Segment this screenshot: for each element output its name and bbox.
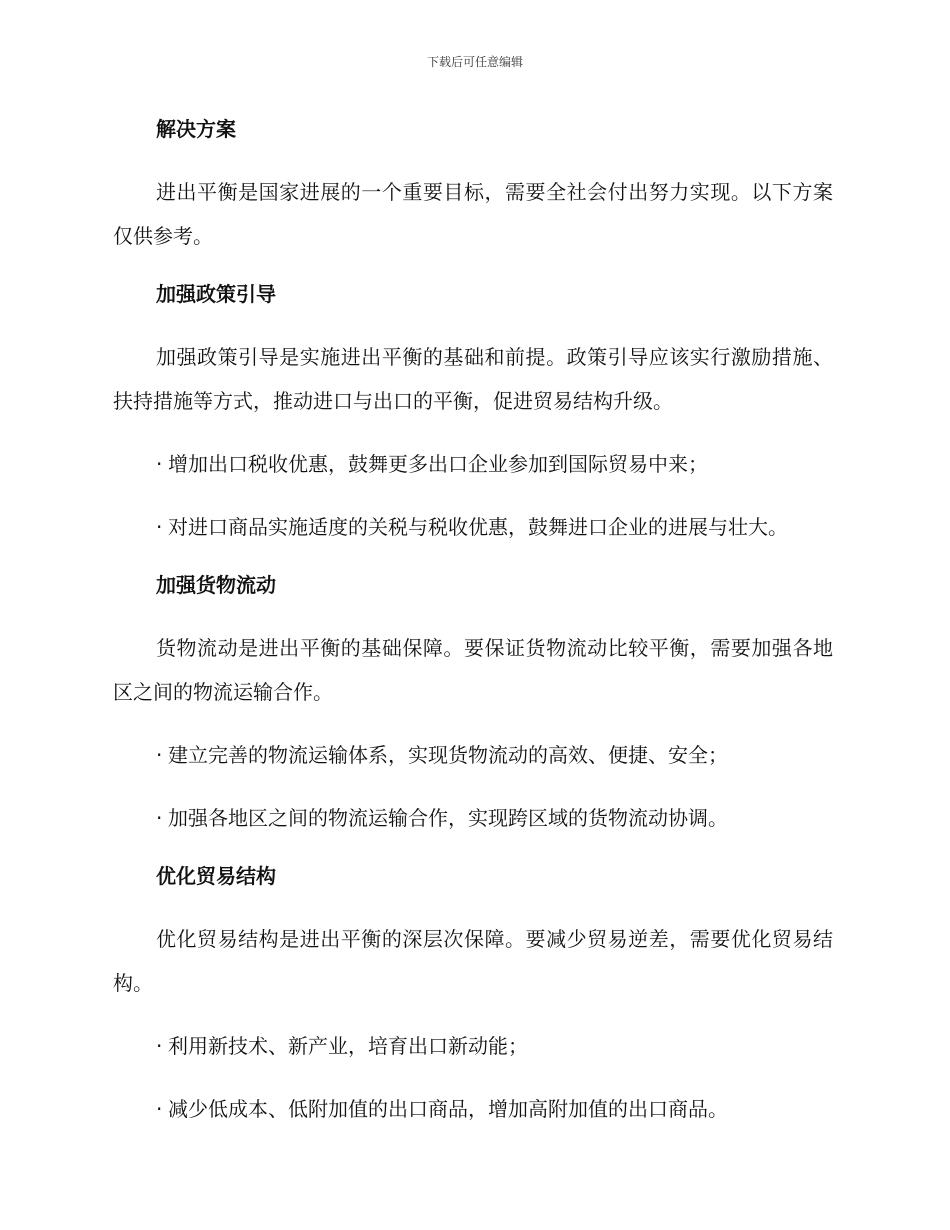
policy-bullet-item — [113, 505, 833, 549]
bullet-dot-icon: · — [156, 1097, 163, 1121]
section-heading-solution: 解决方案 — [156, 117, 236, 141]
document-body — [113, 112, 833, 1131]
trade-structure-bullet-item — [113, 1024, 833, 1068]
policy-paragraph: 加强政策引导是实施进出平衡的基础和前提。政策引导应该实行激励措施、扶持措施等方式，推动进口与出口的平衡，促进贸易结构升级。 — [113, 345, 833, 413]
bullet-dot-icon: · — [156, 806, 163, 830]
bullet-text: 建立完善的物流运输体系，实现货物流动的高效、便捷、安全； — [168, 743, 728, 767]
trade-structure-paragraph: 优化贸易结构是进出平衡的深层次保障。要减少贸易逆差，需要优化贸易结构。 — [113, 927, 833, 995]
section-heading-logistics: 加强货物流动 — [156, 573, 276, 597]
bullet-dot-icon: · — [156, 515, 163, 539]
logistics-paragraph: 货物流动是进出平衡的基础保障。要保证货物流动比较平衡，需要加强各地区之间的物流运输合作。 — [113, 636, 833, 704]
bullet-dot-icon: · — [156, 452, 163, 476]
bullet-text: 利用新技术、新产业，培育出口新动能； — [168, 1034, 528, 1058]
logistics-bullet-item — [113, 733, 833, 777]
bullet-text: 减少低成本、低附加值的出口商品，增加高附加值的出口商品。 — [168, 1097, 728, 1121]
section-heading-trade-structure: 优化贸易结构 — [156, 864, 276, 888]
logistics-bullet-item — [113, 796, 833, 840]
bullet-text: 对进口商品实施适度的关税与税收优惠，鼓舞进口企业的进展与壮大。 — [168, 515, 788, 539]
policy-bullet-item — [113, 442, 833, 486]
bullet-dot-icon: · — [156, 743, 163, 767]
trade-structure-bullet-item — [113, 1087, 833, 1131]
bullet-text: 加强各地区之间的物流运输合作，实现跨区域的货物流动协调。 — [168, 806, 728, 830]
bullet-dot-icon: · — [156, 1034, 163, 1058]
section-heading-policy: 加强政策引导 — [156, 282, 276, 306]
bullet-text: 增加出口税收优惠，鼓舞更多出口企业参加到国际贸易中来； — [168, 452, 708, 476]
page-header-note: 下载后可任意编辑 — [426, 55, 523, 69]
intro-paragraph: 进出平衡是国家进展的一个重要目标，需要全社会付出努力实现。以下方案仅供参考。 — [113, 180, 833, 248]
